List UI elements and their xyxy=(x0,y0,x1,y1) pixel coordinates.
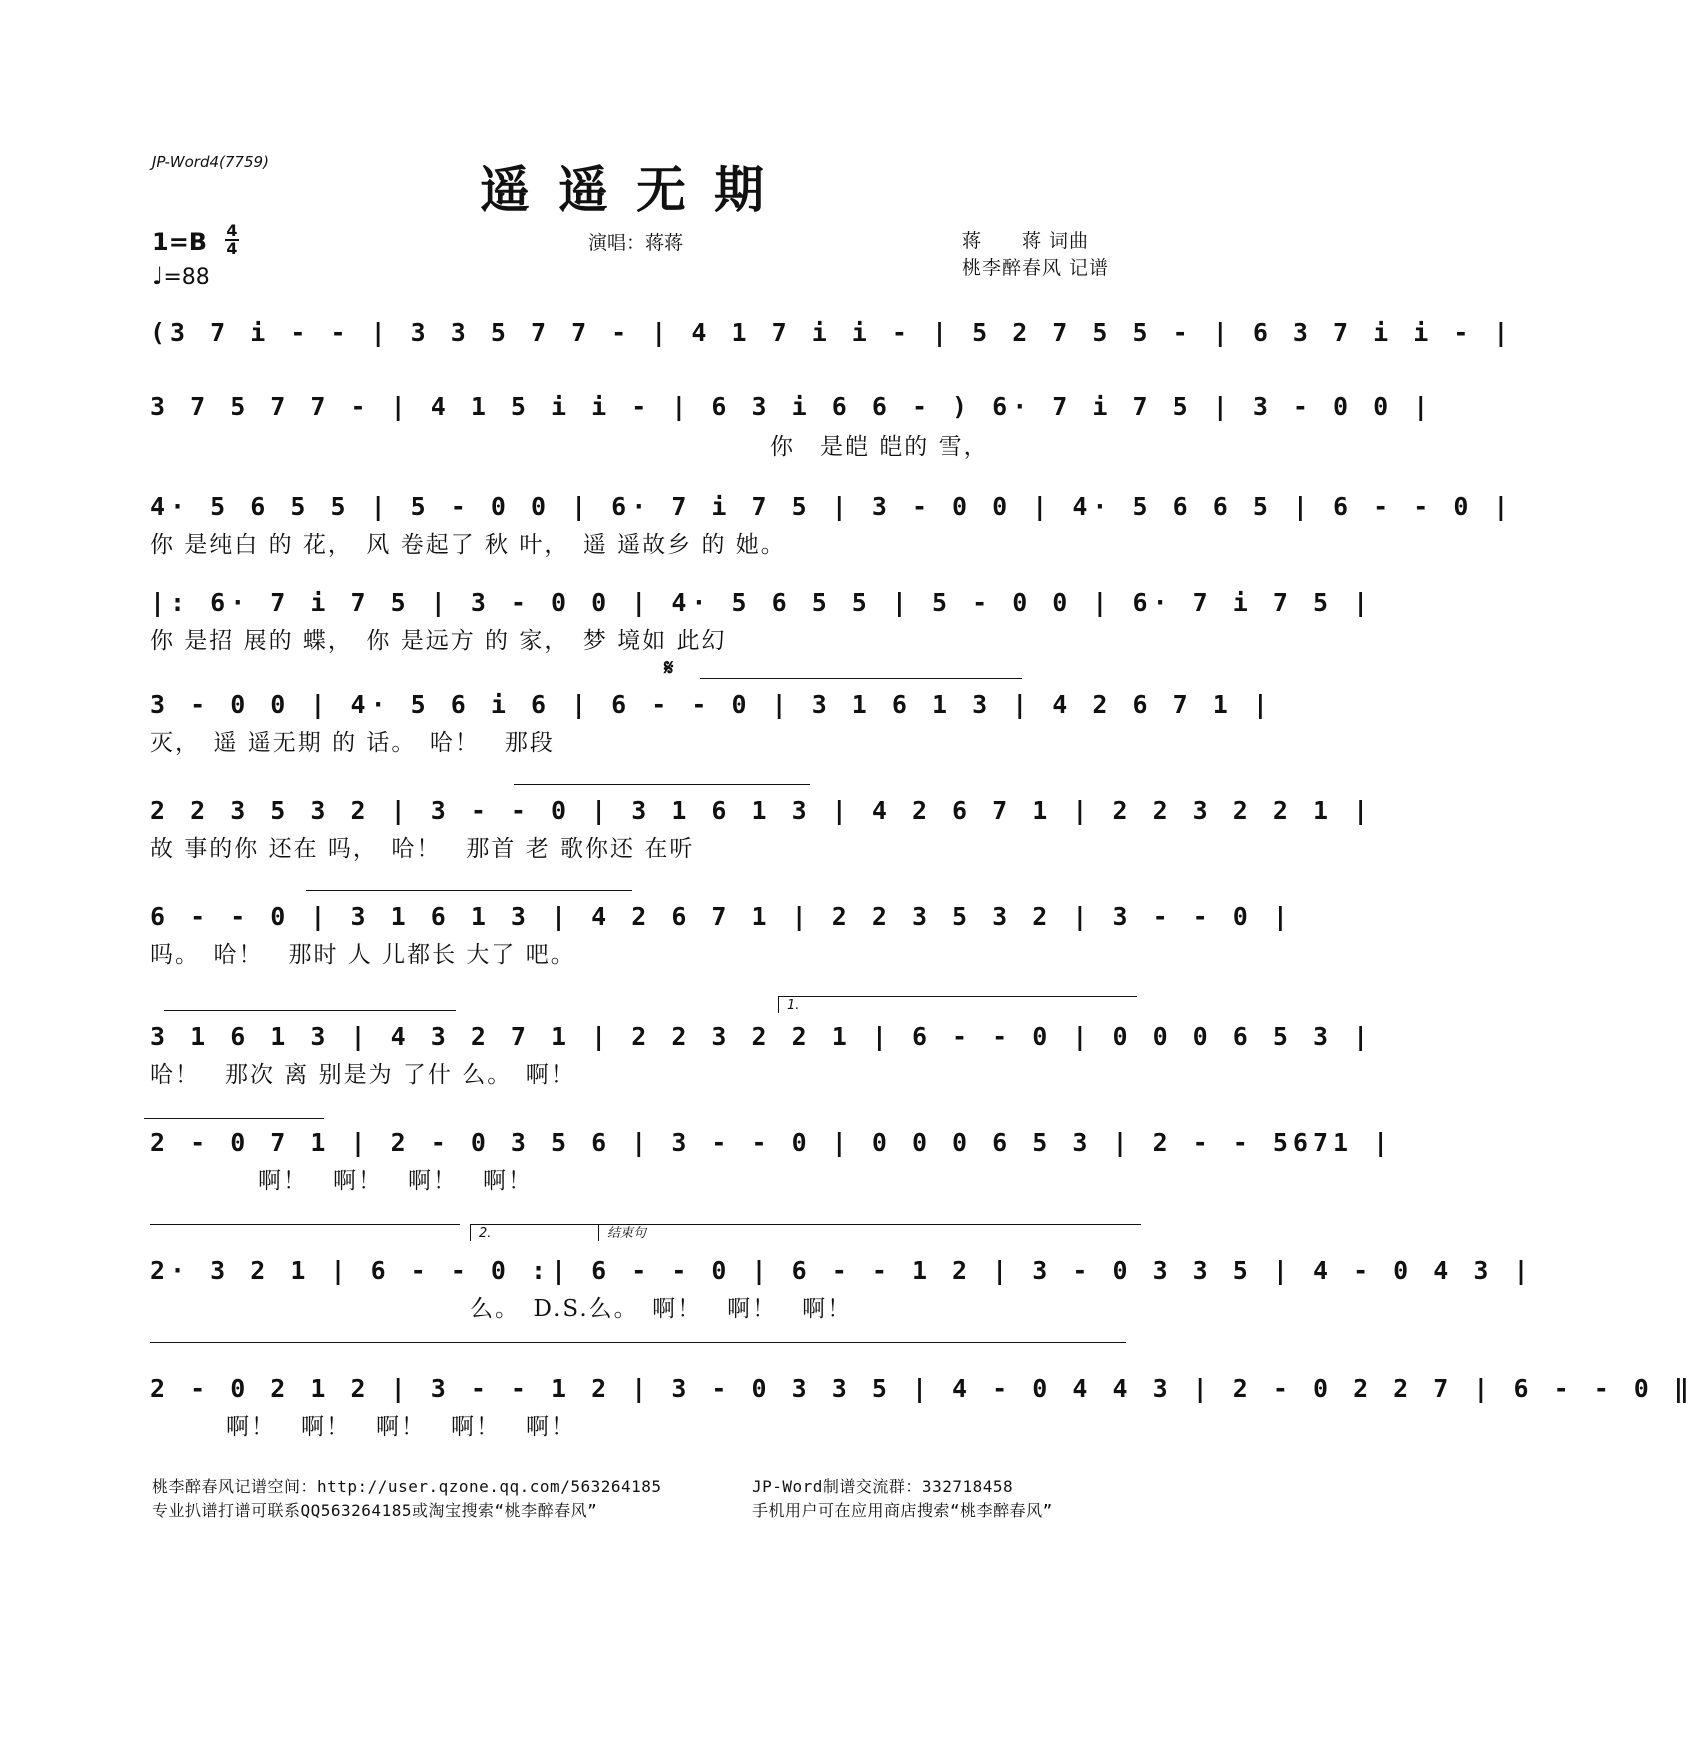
score-system-2-lyrics: 你 是皑 皑的 雪， xyxy=(770,433,989,460)
score-system-1-notes: (3 7 i - - | 3 3 5 7 7 - | 4 1 7 i i - | 5 2 7 5 5 - | 6 3 7 i i - | xyxy=(150,317,1514,347)
singer-credit: 演唱：蒋蒋 xyxy=(588,232,684,254)
slur-line xyxy=(514,784,810,785)
slur-line xyxy=(144,1118,324,1119)
volta-1-continuation xyxy=(150,1224,460,1225)
volta-1-bracket: 1. xyxy=(778,996,1137,1013)
slur-line xyxy=(306,890,632,891)
score-system-9-lyrics: 啊！ 啊！ 啊！ 啊！ xyxy=(258,1167,533,1194)
score-system-11-lyrics: 啊！ 啊！ 啊！ 啊！ 啊！ xyxy=(226,1413,576,1440)
composer-credit: 蒋 蒋 词曲 xyxy=(962,230,1090,252)
score-system-7-lyrics: 吗。 哈！ 那时 人 儿都长 大了 吧。 xyxy=(150,941,576,968)
score-system-3-lyrics: 你 是纯白 的 花， 风 卷起了 秋 叶， 遥 遥故乡 的 她。 xyxy=(150,531,786,558)
score-system-4-lyrics: 你 是招 展的 蝶， 你 是远方 的 家， 梦 境如 此幻 xyxy=(150,627,727,654)
score-system-10-notes: 2· 3 2 1 | 6 - - 0 :| 6 - - 0 | 6 - - 1 2 | 3 - 0 3 3 5 | 4 - 0 4 3 | xyxy=(150,1255,1534,1285)
segno-icon: 𝄋 xyxy=(664,656,674,681)
score-system-6-notes: 2 2 3 5 3 2 | 3 - - 0 | 3 1 6 1 3 | 4 2 6 7 1 | 2 2 3 2 2 1 | xyxy=(150,795,1374,825)
tempo-marking xyxy=(152,262,210,290)
score-system-9-notes: 2 - 0 7 1 | 2 - 0 3 5 6 | 3 - - 0 | 0 0 0 6 5 3 | 2 - - 5671 | xyxy=(150,1127,1394,1157)
score-system-3-notes: 4· 5 6 5 5 | 5 - 0 0 | 6· 7 i 7 5 | 3 - 0 0 | 4· 5 6 6 5 | 6 - - 0 | xyxy=(150,491,1514,521)
ending-phrase-bracket: 结束句 xyxy=(598,1224,1141,1241)
score-system-7-notes: 6 - - 0 | 3 1 6 1 3 | 4 2 6 7 1 | 2 2 3 5 3 2 | 3 - - 0 | xyxy=(150,901,1293,931)
score-system-4-notes: |: 6· 7 i 7 5 | 3 - 0 0 | 4· 5 6 5 5 | 5 - 0 0 | 6· 7 i 7 5 | xyxy=(150,587,1374,617)
score-system-8-notes: 3 1 6 1 3 | 4 3 2 7 1 | 2 2 3 2 2 1 | 6 - - 0 | 0 0 0 6 5 3 | xyxy=(150,1021,1374,1051)
time-signature-bottom: 4 xyxy=(226,239,238,258)
footer-left-line-2: 专业扒谱打谱可联系QQ563264185或淘宝搜索“桃李醉春风” xyxy=(152,1501,598,1520)
ending-phrase-continuation xyxy=(150,1342,1126,1343)
time-signature-top: 4 xyxy=(226,221,238,240)
transcriber-credit: 桃李醉春风 记谱 xyxy=(962,257,1110,279)
score-system-11-notes: 2 - 0 2 1 2 | 3 - - 1 2 | 3 - 0 3 3 5 | 4 - 0 4 4 3 | 2 - 0 2 2 7 | 6 - - 0 ‖ xyxy=(150,1373,1694,1403)
score-system-10-lyrics: 么。 D.S.么。 啊！ 啊！ 啊！ xyxy=(470,1295,853,1322)
key-signature: 1=B xyxy=(152,228,208,256)
footer-left-line-1: 桃李醉春风记谱空间：http://user.qzone.qq.com/563264185 xyxy=(152,1477,662,1496)
page-title: 遥遥无期 xyxy=(480,160,792,219)
footer-right-line-1: JP-Word制谱交流群：332718458 xyxy=(752,1477,1014,1496)
quarter-note-icon: ♩ xyxy=(152,262,164,290)
slur-line xyxy=(164,1010,456,1011)
volta-2-bracket: 2. xyxy=(470,1224,601,1241)
score-system-2-notes: 3 7 5 7 7 - | 4 1 5 i i - | 6 3 i 6 6 - ) 6· 7 i 7 5 | 3 - 0 0 | xyxy=(150,391,1434,421)
time-signature xyxy=(222,223,242,257)
score-system-5-lyrics: 灭， 遥 遥无期 的 话。 哈！ 那段 xyxy=(150,729,555,756)
score-system-8-lyrics: 哈！ 那次 离 别是为 了什 么。 啊！ xyxy=(150,1061,576,1088)
slur-line xyxy=(700,678,1022,679)
score-system-1-lyrics xyxy=(150,350,1134,382)
footer-right-line-2: 手机用户可在应用商店搜索“桃李醉春风” xyxy=(752,1501,1053,1520)
score-system-5-notes: 3 - 0 0 | 4· 5 6 i 6 | 6 - - 0 | 3 1 6 1 3 | 4 2 6 7 1 | xyxy=(150,689,1273,719)
score-system-6-lyrics: 故 事的你 还在 吗， 哈！ 那首 老 歌你还 在听 xyxy=(150,835,695,862)
tempo-value: =88 xyxy=(163,265,210,290)
software-label: JP-Word4(7759) xyxy=(152,153,269,171)
